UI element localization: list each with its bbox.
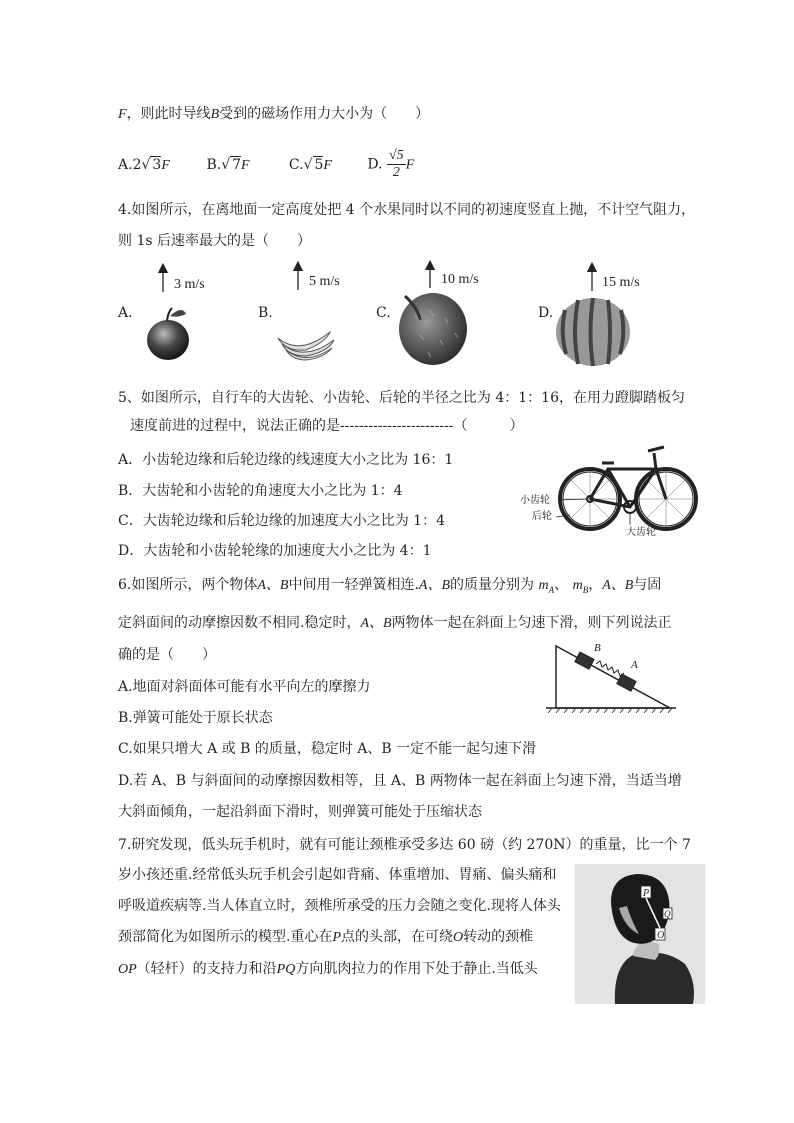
q5-option-c: C．大齿轮边缘和后轮边缘的加速度大小之比为 1：4 xyxy=(118,513,445,529)
q4-speed-a: 3 m/s xyxy=(174,277,205,292)
banana-icon xyxy=(278,332,334,360)
q3-continuation: F，则此时导线B受到的磁场作用力大小为（ ） xyxy=(118,106,430,122)
q6-stem-line1: 6.如图所示，两个物体A、B中间用一轻弹簧相连.A、B的质量分别为 $m_A$、 $m_B$，A、B与固 xyxy=(118,577,662,595)
incline-icon xyxy=(546,646,676,713)
q5-option-d: D．大齿轮和小齿轮轮缘的加速度大小之比为 4：1 xyxy=(118,543,432,559)
q6-option-d-line2: 大斜面倾角，一起沿斜面下滑时，则弹簧可能处于压缩状态 xyxy=(118,804,482,820)
q5-option-b: B．大齿轮和小齿轮的角速度大小之比为 1：4 xyxy=(118,483,403,499)
q4-speed-b: 5 m/s xyxy=(309,274,340,289)
label-q: Q xyxy=(664,909,671,919)
label-rear-wheel: 后轮 xyxy=(532,511,552,522)
q5-stem-line1: 5、如图所示，自行车的大齿轮、小齿轮、后轮的半径之比为 4：1：16，在用力蹬脚踏板匀 xyxy=(118,390,685,406)
label-a: A xyxy=(631,659,638,671)
watermelon-icon xyxy=(556,298,630,366)
q5-stem-line2: 速度前进的过程中，说法正确的是------------------------（ ） xyxy=(130,418,524,434)
durian-icon xyxy=(399,293,467,365)
q6-option-c: C.如果只增大 A 或 B 的质量，稳定时 A、B 一定不能一起匀速下滑 xyxy=(118,741,537,757)
label-b: B xyxy=(594,642,601,654)
q4-stem-line1: 4.如图所示，在离地面一定高度处把 4 个水果同时以不同的初速度竖直上抛，不计空气阻力， xyxy=(118,202,696,218)
q6-stem-line3: 确的是（ ） xyxy=(118,647,216,663)
q7-stem-line4: 颈部简化为如图所示的模型.重心在P点的头部，在可绕O转动的颈椎 xyxy=(118,929,534,945)
q4-stem-line2: 则 1s 后速率最大的是（ ） xyxy=(118,233,311,249)
bicycle-figure xyxy=(518,437,698,547)
spring-icon xyxy=(596,661,624,676)
q3-option-a: A.2√ 3F xyxy=(118,156,170,173)
incline-figure xyxy=(542,638,682,718)
q4-option-d-label: D. xyxy=(538,305,554,321)
q7-stem-line2: 岁小孩还重.经常低头玩手机会引起如背痛、体重增加、胃痛、偏头痛和 xyxy=(118,867,557,883)
head-neck-photo xyxy=(575,864,705,1004)
q4-option-b-label: B. xyxy=(258,305,273,321)
q7-stem-line3: 呼吸道疾病等.当人体直立时，颈椎所承受的压力会随之变化.现将人体头 xyxy=(118,898,561,914)
bicycle-icon xyxy=(560,447,696,529)
label-o: O xyxy=(657,930,665,941)
q3-option-d: D. $\frac{√5}{2}$ F xyxy=(367,148,415,180)
label-big-gear: 大齿轮 xyxy=(626,527,656,538)
q4-fruits-figure xyxy=(0,0,794,370)
q6-option-d-line1: D.若 A、B 与斜面间的动摩擦因数相等，且 A、B 两物体一起在斜面上匀速下滑，当适当增 xyxy=(118,773,682,789)
label-p: P xyxy=(643,888,650,899)
label-small-gear: 小齿轮 xyxy=(520,495,550,506)
q3-option-c: C.√ 5F xyxy=(288,156,332,173)
q6-option-a: A.地面对斜面体可能有水平向左的摩擦力 xyxy=(118,679,371,695)
q5-option-a: A．小齿轮边缘和后轮边缘的线速度大小之比为 16：1 xyxy=(118,452,454,468)
q4-option-c-label: C. xyxy=(376,305,391,321)
q4-option-a-label: A. xyxy=(118,305,133,321)
q7-stem-line1: 7.研究发现，低头玩手机时，就有可能让颈椎承受多达 60 磅（约 270N）的重量，比一个 7 xyxy=(118,837,691,853)
q3-option-b: B.√ 7F xyxy=(206,156,250,173)
q6-stem-line2: 定斜面间的动摩擦因数不相同.稳定时，A、B两物体一起在斜面上匀速下滑，则下列说法正 xyxy=(118,615,672,631)
q6-option-b: B.弹簧可能处于原长状态 xyxy=(118,710,273,726)
block-b xyxy=(575,652,594,669)
q4-speed-c: 10 m/s xyxy=(441,272,479,287)
q7-stem-line5: OP（轻杆）的支持力和沿PQ方向肌肉拉力的作用下处于静止.当低头 xyxy=(118,961,538,977)
q4-speed-d: 15 m/s xyxy=(602,275,640,290)
apple-icon xyxy=(147,308,189,360)
